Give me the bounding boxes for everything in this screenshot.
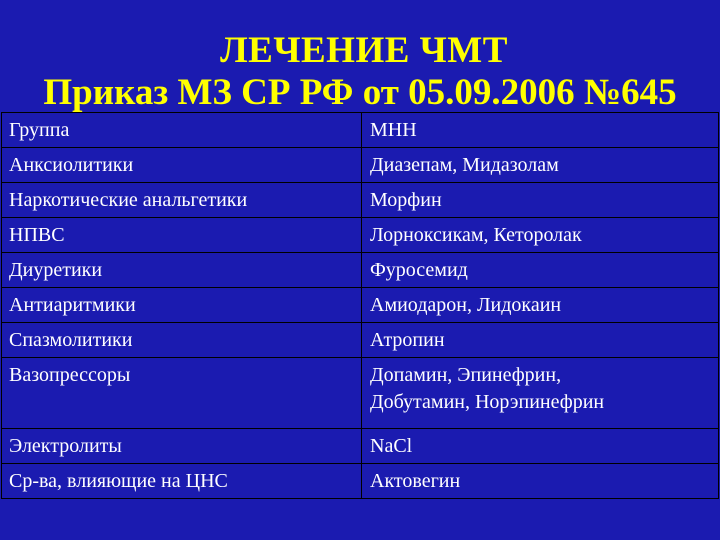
inn-names: Морфин [370, 189, 442, 211]
drug-table [1, 112, 719, 499]
inn-names: NaCl [370, 435, 413, 457]
inn-cell [362, 429, 719, 464]
slide-subtitle: Приказ МЗ СР РФ от 05.09.2006 №645 [43, 72, 677, 113]
group-name: Антиаритмики [9, 294, 136, 316]
table-row [2, 218, 719, 253]
table-row [2, 464, 719, 499]
group-cell [2, 288, 362, 323]
group-name: Анксиолитики [9, 154, 134, 176]
table-row [2, 323, 719, 358]
group-name: Ср-ва, влияющие на ЦНС [9, 470, 228, 492]
inn-names: Допамин, Эпинефрин, Добутамин, Норэпинефрин [370, 364, 605, 413]
inn-names: Фуросемид [370, 259, 468, 281]
inn-names: Атропин [370, 329, 445, 351]
inn-names: Актовегин [370, 470, 461, 492]
inn-names: Диазепам, Мидазолам [370, 154, 559, 176]
slide-title: ЛЕЧЕНИЕ ЧМТ [220, 30, 508, 71]
group-cell [2, 218, 362, 253]
header-inn-cell [362, 113, 719, 148]
inn-cell [362, 253, 719, 288]
inn-names: Лорноксикам, Кеторолак [370, 224, 582, 246]
inn-cell [362, 464, 719, 499]
group-name: НПВС [9, 224, 65, 246]
inn-cell [362, 218, 719, 253]
table-row [2, 358, 719, 429]
group-cell [2, 183, 362, 218]
group-name: Диуретики [9, 259, 103, 281]
group-cell [2, 148, 362, 183]
table-row [2, 288, 719, 323]
inn-cell [362, 148, 719, 183]
group-cell [2, 429, 362, 464]
header-group-cell [2, 113, 362, 148]
inn-cell [362, 183, 719, 218]
group-name: Наркотические анальгетики [9, 189, 248, 211]
inn-cell [362, 323, 719, 358]
header-group-label: Группа [9, 119, 70, 141]
header-inn-label: МНН [370, 119, 417, 141]
group-name: Вазопрессоры [9, 364, 131, 386]
group-name: Спазмолитики [9, 329, 133, 351]
table-row [2, 253, 719, 288]
group-name: Электролиты [9, 435, 122, 457]
table-header-row [2, 113, 719, 148]
table-row [2, 148, 719, 183]
inn-names: Амиодарон, Лидокаин [370, 294, 562, 316]
table-row [2, 429, 719, 464]
group-cell [2, 358, 362, 429]
inn-cell [362, 358, 719, 429]
group-cell [2, 323, 362, 358]
group-cell [2, 253, 362, 288]
group-cell [2, 464, 362, 499]
table-row [2, 183, 719, 218]
inn-cell [362, 288, 719, 323]
